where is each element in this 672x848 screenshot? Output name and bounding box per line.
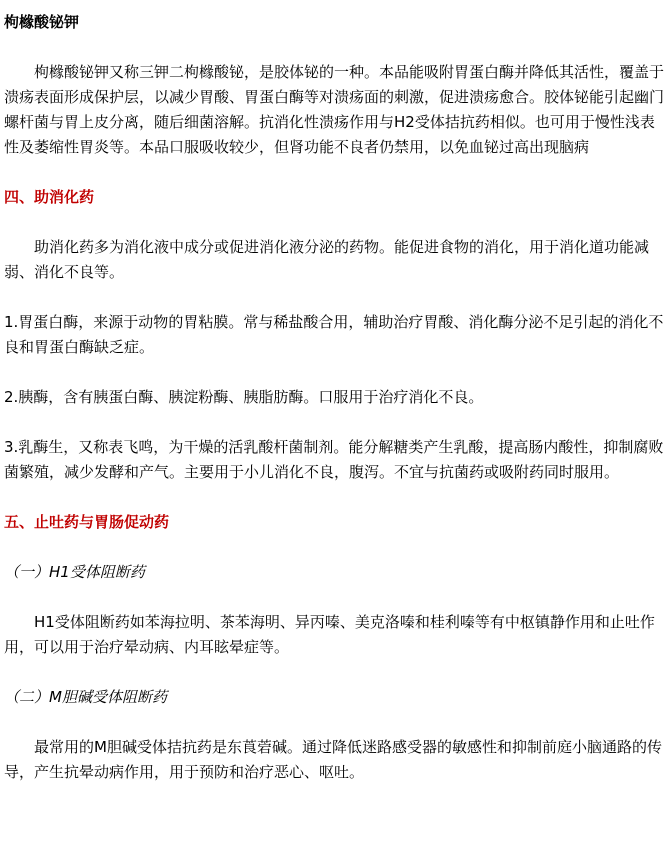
section-intro: 助消化药多为消化液中成分或促进消化液分泌的药物。能促进食物的消化，用于消化道功能减弱、消化不良等。: [4, 238, 650, 281]
subheading-m-blockers: （二）M胆碱受体阻断药: [4, 688, 167, 706]
drug-title: 枸橼酸铋钾: [4, 13, 80, 31]
subheading-h1-blockers: （一）H1受体阻断药: [4, 563, 145, 581]
h1-blockers-paragraph: H1受体阻断药如苯海拉明、茶苯海明、异丙嗪、美克洛嗪和桂利嗪等有中枢镇静作用和止吐作用，可以用于治疗晕动病、内耳眩晕症等。: [4, 613, 655, 656]
drug-description: 枸橼酸铋钾又称三钾二枸橼酸铋，是胶体铋的一种。本品能吸附胃蛋白酶并降低其活性，覆盖于溃疡表面形成保护层，以减少胃酸、胃蛋白酶等对溃疡面的刺激，促进溃疡愈合。胶体铋能引起幽门螺杆菌与胃上皮分离，随后细菌溶解。抗消化性溃疡作用与H2受体拮抗药相似。也可用于慢性浅表性及萎缩性胃炎等。本品口服吸收较少，但肾功能不良者仍禁用，以免血铋过高出现脑病: [4, 63, 665, 156]
list-item: 3.乳酶生，又称表飞鸣，为干燥的活乳酸杆菌制剂。能分解糖类产生乳酸，提高肠内酸性，抑制腐败菌繁殖，减少发酵和产气。主要用于小儿消化不良，腹泻。不宜与抗菌药或吸附药同时服用。: [4, 438, 664, 481]
m-blockers-paragraph: 最常用的M胆碱受体拮抗药是东莨菪碱。通过降低迷路感受器的敏感性和抑制前庭小脑通路的传导，产生抗晕动病作用，用于预防和治疗恶心、呕吐。: [4, 738, 662, 781]
list-item: 2.胰酶，含有胰蛋白酶、胰淀粉酶、胰脂肪酶。口服用于治疗消化不良。: [4, 388, 484, 406]
section-heading-antiemetics: 五、止吐药与胃肠促动药: [4, 513, 170, 531]
section-heading-digestants: 四、助消化药: [4, 188, 95, 206]
list-item: 1.胃蛋白酶，来源于动物的胃粘膜。常与稀盐酸合用，辅助治疗胃酸、消化酶分泌不足引起的消化不良和胃蛋白酶缺乏症。: [4, 313, 664, 356]
